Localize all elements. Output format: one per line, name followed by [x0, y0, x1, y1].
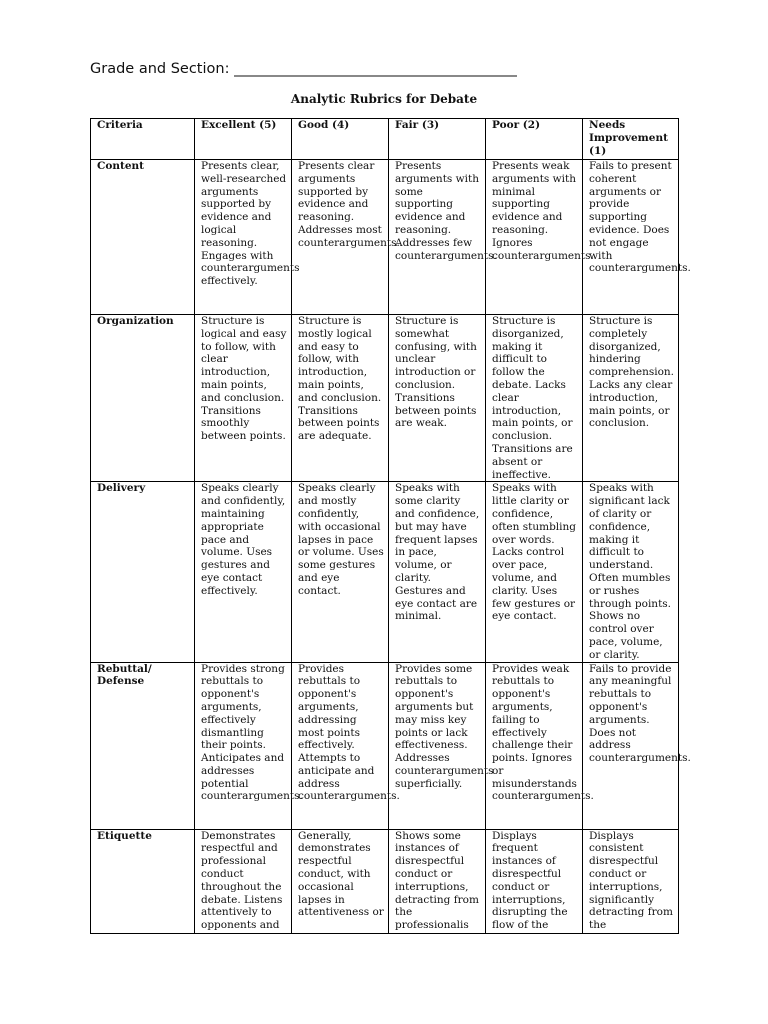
table-cell: Provides some rebuttals to opponent's arguments but may miss key points or lack effectiveness. Addresses counterarguments superficially.	[389, 662, 486, 829]
table-cell: Presents weak arguments with minimal supporting evidence and reasoning. Ignores counterarguments.	[486, 160, 583, 315]
table-cell: Structure is somewhat confusing, with unclear introduction or conclusion. Transitions between points are weak.	[389, 315, 486, 482]
header-needs-improvement: Needs Improvement (1)	[583, 119, 679, 160]
table-cell	[486, 829, 583, 933]
table-cell: Speaks with significant lack of clarity or confidence, making it difficult to understand. Often mumbles or rushes through points. Shows no control over pace, volume, or clarity.	[583, 482, 679, 662]
table-cell	[389, 829, 486, 933]
criterion-delivery: Delivery	[91, 482, 195, 662]
table-row	[91, 315, 679, 482]
document-title: Analytic Rubrics for Debate	[290, 92, 478, 106]
header-good: Good (4)	[292, 119, 389, 160]
header-row	[91, 119, 679, 160]
table-cell: Fails to present coherent arguments or provide supporting evidence. Does not engage with counterarguments.	[583, 160, 679, 315]
table-cell	[583, 829, 679, 933]
table-cell: Presents clear arguments supported by evidence and reasoning. Addresses most counterarguments.	[292, 160, 389, 315]
cell-text: Displays frequent instances of disrespectful conduct or interruptions, disrupting the flow of the	[492, 829, 568, 932]
cell-text: Shows some instances of disrespectful conduct or interruptions, detracting from the professionalis	[395, 829, 479, 932]
rubric-table	[90, 118, 691, 934]
table-cell	[292, 829, 389, 933]
table-cell: Speaks with some clarity and confidence, but may have frequent lapses in pace, volume, or clarity. Gestures and eye contact are minimal.	[389, 482, 486, 662]
header-fair: Fair (3)	[389, 119, 486, 160]
cell-text: Generally, demonstrates respectful conduct, with occasional lapses in attentiveness or	[298, 829, 384, 919]
table-cell: Structure is logical and easy to follow, with clear introduction, main points, and conclusion. Transitions smoothly between points.	[195, 315, 292, 482]
criterion-content: Content	[91, 160, 195, 315]
table-cell: Speaks clearly and mostly confidently, with occasional lapses in pace or volume. Uses some gestures and eye contact.	[292, 482, 389, 662]
table-cell: Speaks with little clarity or confidence, often stumbling over words. Lacks control over pace, volume, and clarity. Uses few gestures or eye contact.	[486, 482, 583, 662]
table-cell: Speaks clearly and confidently, maintaining appropriate pace and volume. Uses gestures and eye contact effectively.	[195, 482, 292, 662]
table-cell	[195, 829, 292, 933]
cell-text: Displays consistent disrespectful conduct or interruptions, significantly detracting from the	[589, 829, 673, 932]
criterion-organization: Organization	[91, 315, 195, 482]
table-cell: Provides weak rebuttals to opponent's arguments, failing to effectively challenge their points. Ignores or misunderstands counterarguments.	[486, 662, 583, 829]
table-cell: Structure is completely disorganized, hindering comprehension. Lacks any clear introduction, main points, or conclusion.	[583, 315, 679, 482]
header-excellent: Excellent (5)	[195, 119, 292, 160]
header-criteria: Criteria	[91, 119, 195, 160]
table-row	[91, 160, 679, 315]
table-row	[91, 829, 679, 933]
table-cell: Fails to provide any meaningful rebuttals to opponent's arguments. Does not address counterarguments.	[583, 662, 679, 829]
table-row	[91, 482, 679, 662]
criterion-etiquette: Etiquette	[91, 829, 195, 933]
table-cell: Presents clear, well-researched arguments supported by evidence and logical reasoning. Engages with counterarguments effectively.	[195, 160, 292, 315]
cell-text: Demonstrates respectful and professional conduct throughout the debate. Listens attentively to opponents and	[201, 829, 283, 932]
table-cell: Provides strong rebuttals to opponent's arguments, effectively dismantling their points. Anticipates and addresses potential counterarguments.	[195, 662, 292, 829]
criterion-rebuttal-defense: Rebuttal/ Defense	[91, 662, 195, 829]
table-cell: Presents arguments with some supporting evidence and reasoning. Addresses few counterarguments.	[389, 160, 486, 315]
grade-section-line: Grade and Section: _______________________________________	[90, 61, 517, 77]
header-poor: Poor (2)	[486, 119, 583, 160]
table-cell: Structure is mostly logical and easy to follow, with introduction, main points, and conclusion. Transitions between points are adequate.	[292, 315, 389, 482]
table-cell: Structure is disorganized, making it difficult to follow the debate. Lacks clear introduction, main points, or conclusion. Transitions are absent or ineffective.	[486, 315, 583, 482]
table-cell: Provides rebuttals to opponent's arguments, addressing most points effectively. Attempts to anticipate and address counterarguments.	[292, 662, 389, 829]
table-row	[91, 662, 679, 829]
